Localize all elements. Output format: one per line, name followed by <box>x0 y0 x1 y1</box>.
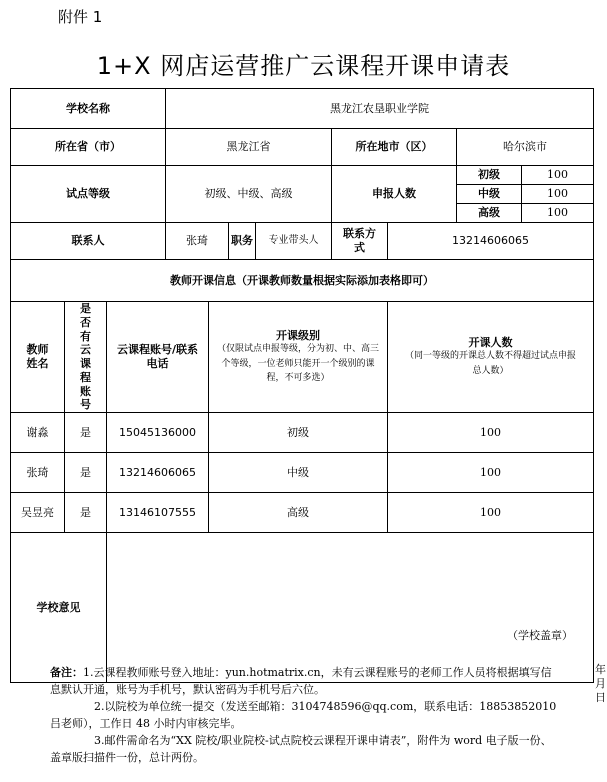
opinion-area <box>107 533 606 704</box>
teacher-level: 初级 <box>209 413 388 453</box>
table-row <box>11 453 594 493</box>
teacher-name-header: 教师姓名 <box>11 302 65 413</box>
applicants-level: 高级 <box>457 204 522 223</box>
duty-label: 职务 <box>229 223 256 260</box>
pilot-level-value: 初级、中级、高级 <box>166 166 332 223</box>
attachment-label: 附件 1 <box>58 8 103 26</box>
teacher-level: 中级 <box>209 453 388 493</box>
level-header-title: 开课级别 <box>276 328 320 342</box>
duty-value: 专业带头人 <box>256 223 332 260</box>
applicants-count: 100 <box>522 166 594 185</box>
level-header-note: （仅限试点申报等级，分为初、中、高三个等级，一位老师只能开一个级别的课程，不可多选） <box>216 344 379 384</box>
teacher-count: 100 <box>388 413 594 453</box>
applicants-level: 初级 <box>457 166 522 185</box>
note-line-2: 2.以院校为单位统一提交（发送至邮箱：3104748596@qq.com，联系电话：18853852010 吕老师），工作日 48 小时内审核完毕。 <box>50 700 557 730</box>
school-seal-label: （学校盖章） <box>507 629 573 642</box>
opinion-label: 学校意见 <box>11 533 107 683</box>
teacher-count: 100 <box>388 493 594 533</box>
note-text-1: 1.云课程教师账号登入地址：yun.hotmatrix.cn，未有云课程账号的老师工作人员将根据填写信息默认开通，账号为手机号，默认密码为手机号后六位。 <box>50 666 552 696</box>
teacher-name: 吴昱亮 <box>11 493 65 533</box>
teacher-account: 15045136000 <box>107 413 209 453</box>
province-value: 黑龙江省 <box>166 129 332 166</box>
school-row <box>11 89 594 129</box>
pilot-row-1 <box>11 166 594 185</box>
teacher-section-title: 教师开课信息（开课教师数量根据实际添加表格即可） <box>11 260 594 302</box>
city-value: 哈尔滨市 <box>457 129 594 166</box>
location-row <box>11 129 594 166</box>
school-value: 黑龙江农垦职业学院 <box>166 89 594 129</box>
teacher-has-account: 是 <box>65 493 107 533</box>
teacher-level: 高级 <box>209 493 388 533</box>
teacher-count: 100 <box>388 453 594 493</box>
notes-heading: 备注： <box>50 666 83 679</box>
teacher-name: 张琦 <box>11 453 65 493</box>
account-header: 云课程账号/联系电话 <box>107 302 209 413</box>
count-header-title: 开课人数 <box>468 335 513 349</box>
has-account-header: 是否有云课程账号 <box>65 302 107 413</box>
contact-name: 张琦 <box>166 223 229 260</box>
count-header-note: （同一等级的开课总人数不得超过试点申报总人数） <box>404 351 576 376</box>
applicants-label: 申报人数 <box>332 166 457 223</box>
note-line-1 <box>50 664 560 698</box>
city-label: 所在地市（区） <box>332 129 457 166</box>
teacher-has-account: 是 <box>65 453 107 493</box>
form-title: 1+X 网店运营推广云课程开课申请表 <box>96 52 511 80</box>
opinion-date: 年 月 日 <box>595 663 606 704</box>
teacher-has-account: 是 <box>65 413 107 453</box>
contact-method-label: 联系方式 <box>332 223 388 260</box>
note-line-3: 3.邮件需命名为“XX 院校/职业院校-试点院校云课程开课申请表”，附件为 word 电子版一份、盖章版扫描件一份，总计两份。 <box>50 734 552 764</box>
applicants-count: 100 <box>522 185 594 204</box>
contact-row <box>11 223 594 260</box>
school-label: 学校名称 <box>11 89 166 129</box>
count-header <box>388 302 594 413</box>
application-form-table <box>10 88 606 704</box>
teacher-section-row <box>11 260 594 302</box>
teacher-account: 13214606065 <box>107 453 209 493</box>
applicants-count: 100 <box>522 204 594 223</box>
table-row <box>11 413 594 453</box>
pilot-level-label: 试点等级 <box>11 166 166 223</box>
teacher-account: 13146107555 <box>107 493 209 533</box>
province-label: 所在省（市） <box>11 129 166 166</box>
contact-label: 联系人 <box>11 223 166 260</box>
table-row <box>11 493 594 533</box>
notes-section <box>50 664 560 766</box>
contact-phone: 13214606065 <box>388 223 594 260</box>
teacher-header-row <box>11 302 594 413</box>
level-header <box>209 302 388 413</box>
applicants-level: 中级 <box>457 185 522 204</box>
teacher-name: 谢淼 <box>11 413 65 453</box>
opinion-row <box>11 533 594 683</box>
